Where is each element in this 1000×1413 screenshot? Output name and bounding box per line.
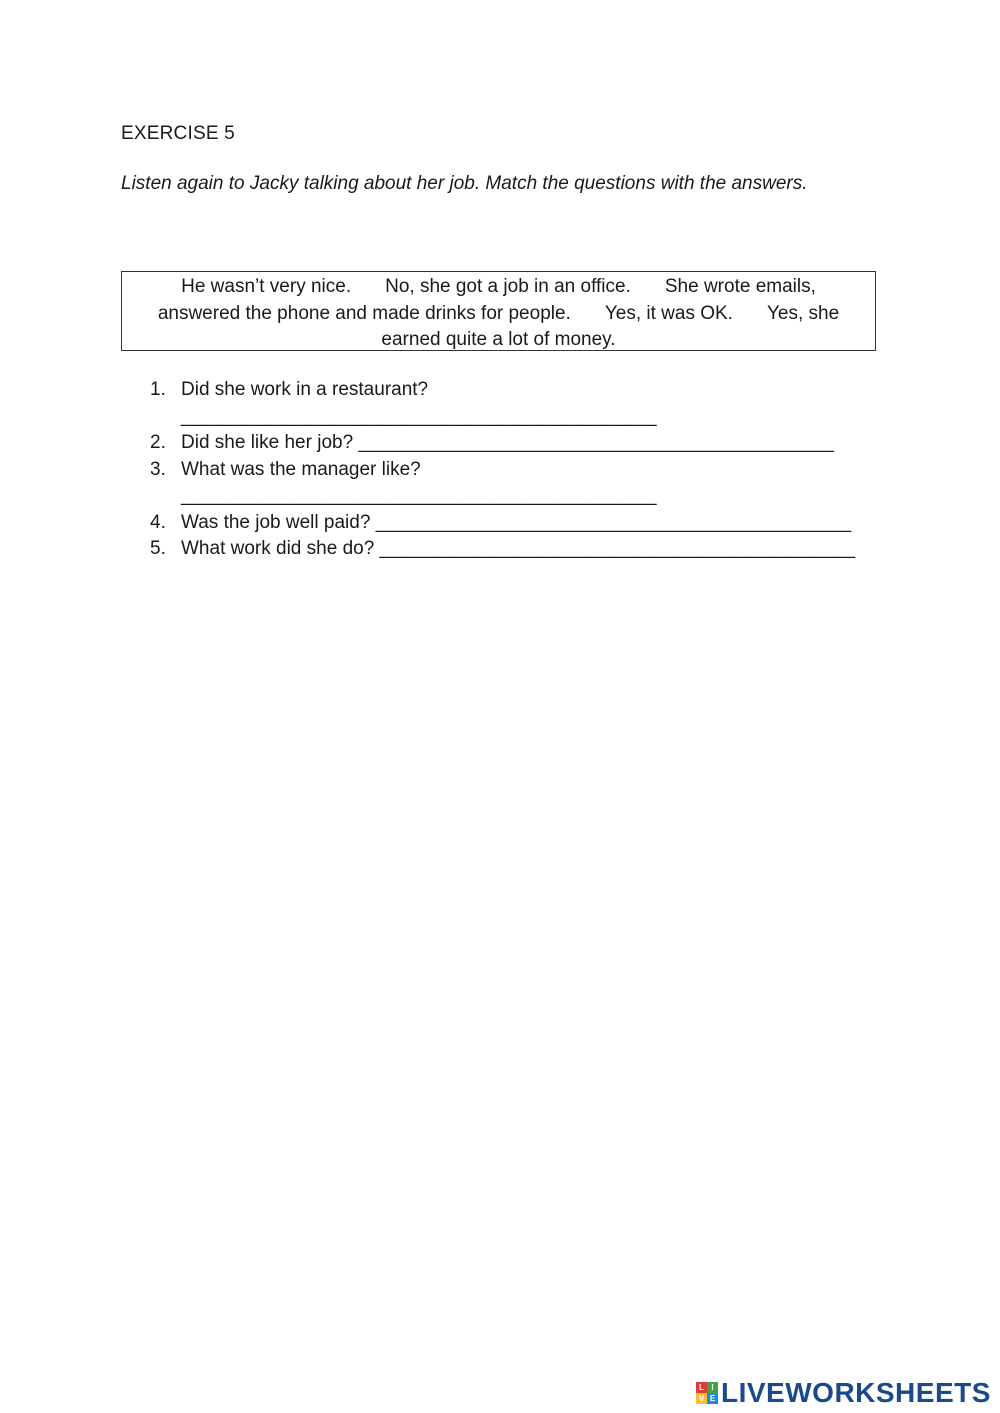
question-item — [150, 510, 890, 537]
answer-blank[interactable]: _____________________________________________ — [181, 405, 657, 427]
question-text: Did she like her job? — [181, 432, 354, 453]
answer-option: Yes, it was OK. — [604, 302, 733, 324]
logo-mark-letter: E — [707, 1393, 718, 1404]
question-number: 4. — [150, 511, 166, 533]
question-text: Did she work in a restaurant? — [181, 379, 429, 400]
answer-option: She wrote emails, answered the phone and made drinks for people. — [157, 276, 816, 324]
liveworksheets-logo — [696, 1374, 991, 1412]
logo-mark-letter: I — [707, 1382, 718, 1393]
answer-blank[interactable]: _____________________________________________ — [375, 511, 852, 533]
question-number: 2. — [150, 432, 166, 453]
answer-blank[interactable]: _____________________________________________ — [181, 485, 657, 506]
logo-text: LIVEWORKSHEETS — [721, 1377, 991, 1408]
question-text: Was the job well paid? — [181, 511, 371, 533]
answer-option: No, she got a job in an office. — [385, 276, 631, 297]
question-item — [150, 430, 890, 457]
logo-mark-letter: L — [696, 1382, 707, 1393]
question-item — [150, 536, 890, 563]
question-item — [150, 457, 890, 510]
question-item — [150, 377, 890, 430]
answer-blank[interactable]: _____________________________________________ — [379, 538, 856, 559]
question-number: 5. — [150, 538, 166, 559]
logo-mark-letter: V — [696, 1393, 707, 1404]
answer-option: Yes, she earned quite a lot of money. — [381, 302, 840, 350]
exercise-instructions: Listen again to Jacky talking about her job. Match the questions with the answers. — [121, 173, 808, 194]
question-text: What work did she do? — [181, 538, 375, 559]
answer-blank[interactable]: _____________________________________________ — [358, 432, 834, 453]
question-list — [150, 377, 890, 563]
exercise-title: EXERCISE 5 — [121, 123, 235, 144]
liveworksheets-mark-icon — [696, 1382, 718, 1404]
question-number: 3. — [150, 458, 166, 480]
question-text: What was the manager like? — [181, 458, 421, 480]
question-number: 1. — [150, 379, 166, 400]
answer-option: He wasn’t very nice. — [181, 276, 352, 297]
answer-options-box — [121, 271, 876, 351]
